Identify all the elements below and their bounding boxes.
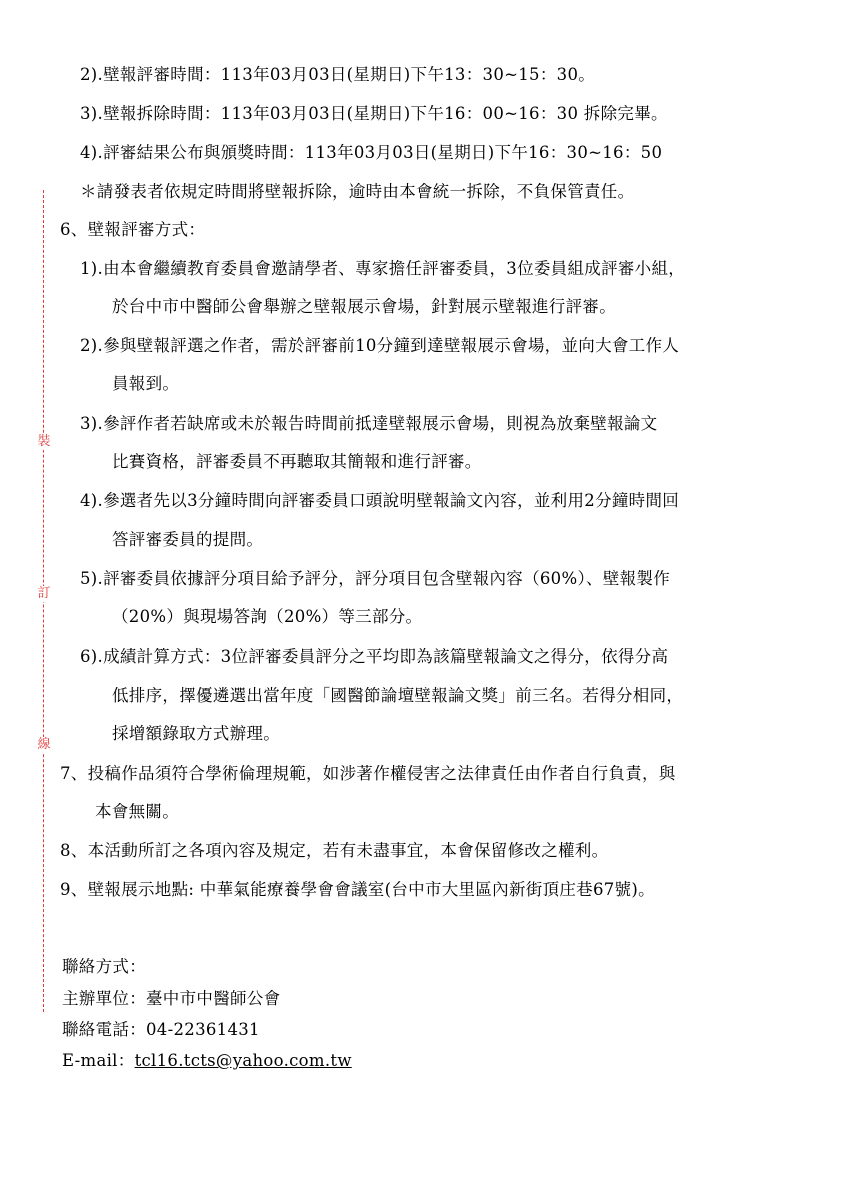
- binding-mark-xian: 線: [37, 737, 51, 752]
- binding-mark-zhuang: 裝: [37, 434, 51, 449]
- binding-mark-ding: 訂: [37, 586, 51, 601]
- s6-item-5-line-1: 5).評審委員依據評分項目給予評分，評分項目包含壁報內容（60%）、壁報製作: [80, 569, 671, 588]
- section-9: 9、壁報展示地點: 中華氣能療養學會會議室(台中市大里區內新街頂庄巷67號)。: [60, 880, 655, 899]
- s6-item-6-line-2: 低排序，擇優遴選出當年度「國醫節論壇壁報論文獎」前三名。若得分相同，: [112, 686, 684, 705]
- section-6-heading: 6、壁報評審方式：: [60, 220, 206, 239]
- contact-heading: 聯絡方式：: [62, 957, 146, 976]
- s6-item-1-line-1: 1).由本會繼續教育委員會邀請學者、專家擔任評審委員，3位委員組成評審小組，: [80, 259, 686, 278]
- contact-email-row: [62, 1050, 352, 1072]
- s6-item-2-line-1: 2).參與壁報評選之作者，需於評審前10分鐘到達壁報展示會場，並向大會工作人: [80, 336, 680, 355]
- s6-item-3-line-2: 比賽資格，評審委員不再聽取其簡報和進行評審。: [112, 452, 482, 471]
- contact-organizer: 主辦單位：臺中市中醫師公會: [62, 989, 281, 1008]
- s6-item-3-line-1: 3).參評作者若缺席或未於報告時間前抵達壁報展示會場，則視為放棄壁報論文: [80, 414, 658, 433]
- contact-email-label: E-mail：: [62, 1051, 135, 1070]
- s6-item-1-line-2: 於台中市中醫師公會舉辦之壁報展示會場，針對展示壁報進行評審。: [112, 297, 616, 316]
- schedule-note: ＊請發表者依規定時間將壁報拆除，逾時由本會統一拆除，不負保管責任。: [80, 182, 635, 201]
- s6-item-4-line-1: 4).參選者先以3分鐘時間向評審委員口頭說明壁報論文內容，並利用2分鐘時間回: [80, 491, 680, 510]
- s6-item-6-line-3: 採增額錄取方式辦理。: [112, 724, 280, 743]
- s6-item-2-line-2: 員報到。: [112, 374, 180, 393]
- section-8: 8、本活動所訂之各項內容及規定，若有未盡事宜，本會保留修改之權利。: [60, 841, 609, 860]
- contact-email-link[interactable]: tcl16.tcts@yahoo.com.tw: [134, 1051, 352, 1070]
- schedule-item-4: 4).評審結果公布與頒獎時間：113年03月03日(星期日)下午16：30~16：50: [80, 143, 663, 162]
- section-7-line-1: 7、投稿作品須符合學術倫理規範，如涉著作權侵害之法律責任由作者自行負責，與: [60, 764, 676, 783]
- s6-item-5-line-2: （20%）與現場答詢（20%）等三部分。: [112, 607, 423, 626]
- s6-item-4-line-2: 答評審委員的提問。: [112, 530, 264, 549]
- section-7-line-2: 本會無關。: [95, 802, 179, 821]
- contact-phone: 聯絡電話：04-22361431: [62, 1020, 260, 1039]
- schedule-item-2: 2).壁報評審時間：113年03月03日(星期日)下午13：30~15：30。: [80, 65, 596, 84]
- schedule-item-3: 3).壁報拆除時間：113年03月03日(星期日)下午16：00~16：30 拆除完畢。: [80, 104, 668, 123]
- s6-item-6-line-1: 6).成績計算方式：3位評審委員評分之平均即為該篇壁報論文之得分，依得分高: [80, 647, 669, 666]
